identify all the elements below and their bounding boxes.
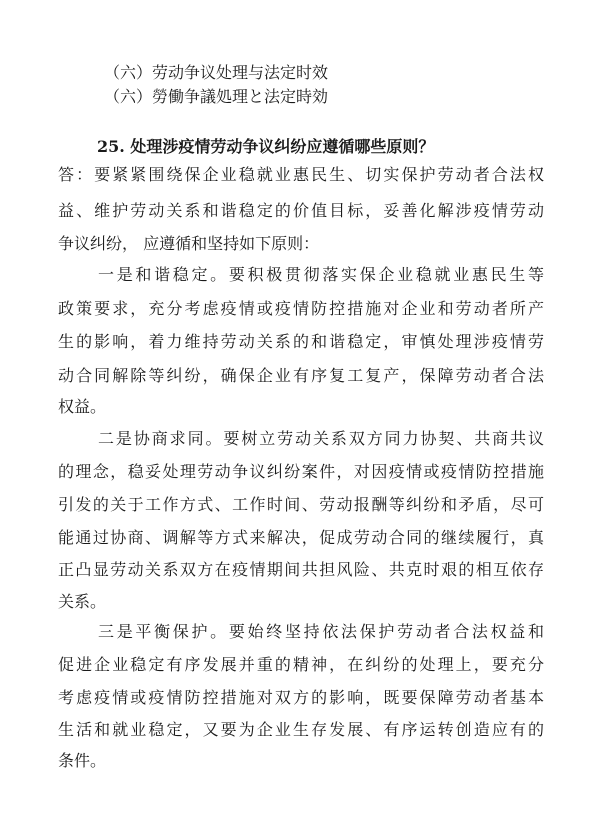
question-heading: 25. 处理涉疫情劳动争议纠纷应遵循哪些原则？ <box>97 137 435 156</box>
principle-2-line: 引发的关于工作方式、工作时间、劳动报酬等纠纷和矛盾，尽可 <box>58 495 544 514</box>
principle-1-line: 动合同解除等纠纷，确保企业有序复工复产，保障劳动者合法 <box>58 366 544 385</box>
principle-3-line: 促进企业稳定有序发展并重的精神，在纠纷的处理上，要充分 <box>58 655 544 674</box>
toc-heading-chinese: （六）劳动争议处理与法定时效 <box>104 63 329 82</box>
principle-3-line: 条件。 <box>58 751 107 770</box>
answer-line: 答：要紧紧围绕保企业稳就业惠民生、切实保护劳动者合法权 <box>58 165 544 184</box>
answer-line: 益、维护劳动关系和谐稳定的价值目标，妥善化解涉疫情劳动 <box>58 201 544 220</box>
principle-2-line: 二是协商求同。要树立劳动关系双方同力协契、共商共议 <box>98 429 544 448</box>
principle-2-line: 正凸显劳动关系双方在疫情期间共担风险、共克时艰的相互依存 <box>58 560 544 579</box>
answer-line: 争议纠纷， 应遵循和坚持如下原则： <box>58 234 320 253</box>
principle-3-line: 考虑疫情或疫情防控措施对双方的影响，既要保障劳动者基本 <box>58 688 544 707</box>
principle-1-line: 生的影响，着力维持劳动关系的和谐稳定，审慎处理涉疫情劳 <box>58 332 544 351</box>
principle-1-line: 政策要求，充分考虑疫情或疫情防控措施对企业和劳动者所产 <box>58 299 544 318</box>
principle-1-line: 一是和谐稳定。要积极贯彻落实保企业稳就业惠民生等 <box>98 265 544 284</box>
principle-3-line: 三是平衡保护。要始终坚持依法保护劳动者合法权益和 <box>98 622 544 641</box>
principle-2-line: 能通过协商、调解等方式来解决，促成劳动合同的继续履行，真 <box>58 528 544 547</box>
principle-2-line: 的理念，稳妥处理劳动争议纠纷案件，对因疫情或疫情防控措施 <box>58 462 544 481</box>
principle-1-line: 权益。 <box>58 397 107 416</box>
toc-heading-japanese: （六）勞働争議処理と法定時効 <box>104 87 329 106</box>
principle-2-line: 关系。 <box>58 592 107 611</box>
principle-3-line: 生活和就业稳定，又要为企业生存发展、有序运转创造应有的 <box>58 720 544 739</box>
